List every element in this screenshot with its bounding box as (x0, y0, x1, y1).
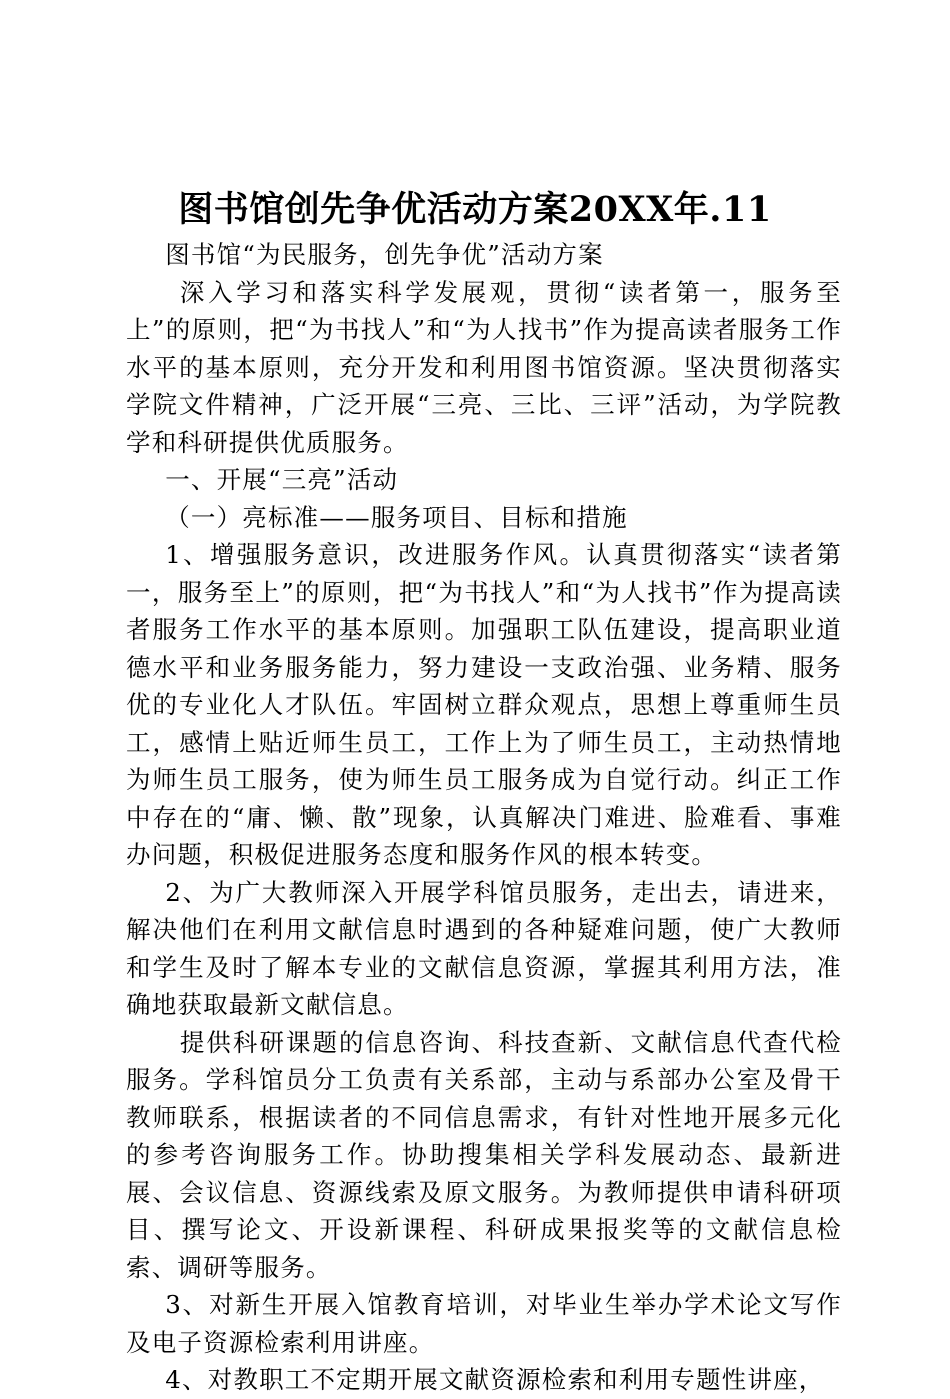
body-paragraph: 1、增强服务意识，改进服务作风。认真贯彻落实“读者第一，服务至上”的原则，把“为书找人”和“为人找书”作为提高读者服务工作水平的基本原则。加强职工队伍建设，提高职业道德水平和业务服务能力，努力建设一支政治强、业务精、服务优的专业化人才队伍。牢固树立群众观点，思想上尊重师生员工，感情上贴近师生员工，工作上为了师生员工，主动热情地为师生员工服务，使为师生员工服务成为自觉行动。纠正工作中存在的“庸、懒、散”现象，认真解决门难进、脸难看、事难办问题，积极促进服务态度和服务作风的根本转变。 (126, 540, 842, 869)
body-paragraph: 3、对新生开展入馆教育培训，对毕业生举办学术论文写作及电子资源检索利用讲座。 (126, 1290, 842, 1357)
body-paragraph: 提供科研课题的信息咨询、科技查新、文献信息代查代检服务。学科馆员分工负责有关系部，主动与系部办公室及骨干教师联系，根据读者的不同信息需求，有针对性地开展多元化的参考咨询服务工作。协助搜集相关学科发展动态、最新进展、会议信息、资源线索及原文服务。为教师提供申请科研项目、撰写论文、开设新课程、科研成果报奖等的文献信息检索、调研等服务。 (126, 1027, 842, 1282)
document-title: 图书馆创先争优活动方案20XX年.11 (178, 189, 772, 230)
subsection-heading: （一）亮标准——服务项目、目标和措施 (165, 502, 628, 532)
subtitle-paragraph: 图书馆“为民服务，创先争优”活动方案 (165, 240, 604, 269)
body-paragraph: 4、对教职工不定期开展文献资源检索和利用专题性讲座， (165, 1365, 825, 1394)
section-heading: 一、开展“三亮”活动 (165, 465, 399, 494)
intro-paragraph: 深入学习和落实科学发展观，贯彻“读者第一，服务至上”的原则，把“为书找人”和“为人找书”作为提高读者服务工作水平的基本原则，充分开发和利用图书馆资源。坚决贯彻落实学院文件精神，广泛开展“三亮、三比、三评”活动，为学院教学和科研提供优质服务。 (126, 277, 842, 457)
document-body (126, 236, 842, 1399)
body-paragraph: 2、为广大教师深入开展学科馆员服务，走出去，请进来，解决他们在利用文献信息时遇到的各种疑难问题，使广大教师和学生及时了解本专业的文献信息资源，掌握其利用方法，准确地获取最新文献信息。 (126, 877, 842, 1019)
